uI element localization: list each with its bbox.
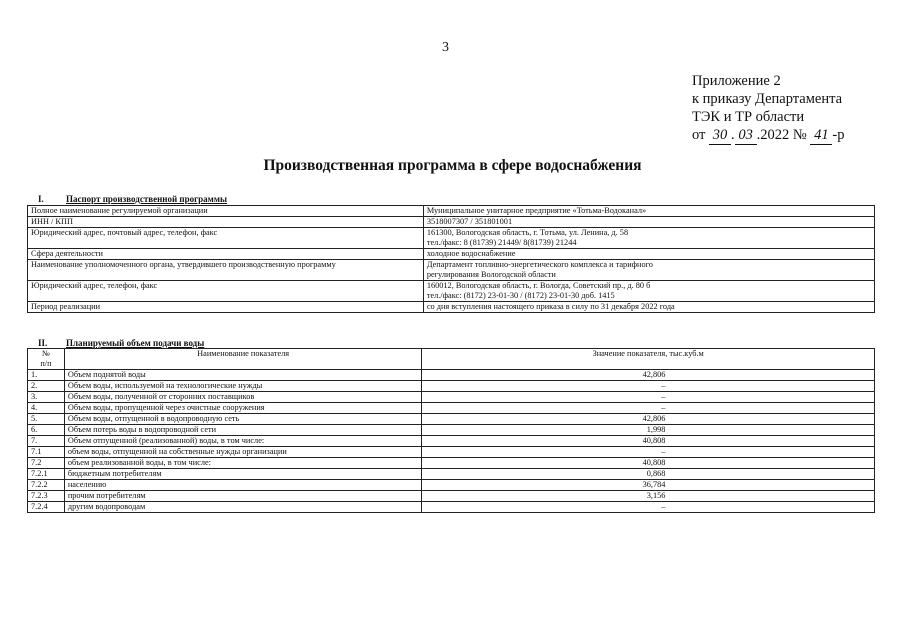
appendix-line3: ТЭК и ТР области: [692, 109, 805, 125]
passport-label: Юридический адрес, почтовый адрес, телефон, факс: [28, 228, 424, 249]
passport-label: Период реализации: [28, 302, 424, 313]
passport-value-line1: 3518007307 / 351801001: [426, 217, 513, 226]
header-no-line2: п/п: [40, 359, 52, 368]
header-value: Значение показателя, тыс.куб.м: [422, 349, 875, 370]
passport-value-line1: 161300, Вологодская область, г. Тотьма, ул. Ленина, д. 58: [426, 228, 629, 237]
section2-title: Планируемый объем подачи воды: [66, 338, 205, 348]
appendix-line1: Приложение 2: [692, 73, 781, 89]
passport-value: [423, 228, 874, 249]
table-row: [28, 370, 875, 381]
passport-label: Юридический адрес, телефон, факс: [28, 281, 424, 302]
passport-value: [423, 302, 874, 313]
order-suffix: -р: [832, 127, 845, 143]
table-row: [28, 458, 875, 469]
indicator-value-cell: [422, 370, 875, 381]
row-number: 6.: [28, 425, 65, 436]
date-day: 30: [709, 126, 731, 145]
row-number: 7.1: [28, 447, 65, 458]
indicator-value: –: [661, 381, 666, 390]
table-row: [28, 414, 875, 425]
table-row: [28, 206, 875, 217]
passport-table: [27, 205, 875, 313]
row-number: 7.: [28, 436, 65, 447]
table-row: [28, 302, 875, 313]
passport-label: Сфера деятельности: [28, 249, 424, 260]
table-row: [28, 403, 875, 414]
indicator-name: Объем поднятой воды: [64, 370, 422, 381]
indicator-value: –: [661, 447, 666, 456]
page-title: Производственная программа в сфере водоснабжения: [263, 157, 642, 174]
passport-value: [423, 206, 874, 217]
passport-value-line1: 160012, Вологодская область, г. Вологда, Советский пр., д. 80 б: [426, 281, 651, 290]
order-number: 41: [810, 126, 832, 145]
passport-value: [423, 249, 874, 260]
row-number: 4.: [28, 403, 65, 414]
appendix-block: [692, 72, 844, 145]
table-row: [28, 436, 875, 447]
indicator-value-cell: [422, 436, 875, 447]
passport-label: Полное наименование регулируемой организации: [28, 206, 424, 217]
indicator-value-cell: [422, 469, 875, 480]
indicator-name: прочим потребителям: [64, 491, 422, 502]
indicator-value: –: [661, 403, 666, 412]
table-row: [28, 447, 875, 458]
indicator-value: –: [661, 502, 666, 511]
indicator-value: 36,784: [642, 480, 666, 489]
row-number: 5.: [28, 414, 65, 425]
indicator-name: объем реализованной воды, в том числе:: [64, 458, 422, 469]
indicator-value: 40,808: [642, 436, 666, 445]
passport-value: [423, 217, 874, 228]
indicator-value-cell: [422, 381, 875, 392]
indicator-name: объем воды, отпущенной на собственные нужды организации: [64, 447, 422, 458]
section2-number: II.: [38, 338, 48, 348]
row-number: 7.2: [28, 458, 65, 469]
passport-value-line1: Муниципальное унитарное предприятие «Тотьма-Водоканал»: [426, 206, 647, 215]
header-name: Наименование показателя: [64, 349, 422, 370]
indicator-name: бюджетным потребителям: [64, 469, 422, 480]
passport-value-line1: Департамент топливно-энергетического комплекса и тарифного: [426, 260, 653, 269]
indicator-value-cell: [422, 414, 875, 425]
indicator-value: 3,156: [646, 491, 666, 500]
passport-label: Наименование уполномоченного органа, утвердившего производственную программу: [28, 260, 424, 281]
table-row: [28, 502, 875, 513]
table-row: [28, 228, 875, 249]
header-no-line1: №: [41, 349, 50, 358]
row-number: 7.2.4: [28, 502, 65, 513]
table-row: [28, 480, 875, 491]
passport-value-line1: холодное водоснабжение: [426, 249, 516, 258]
indicator-value-cell: [422, 458, 875, 469]
table-header-row: [28, 349, 875, 370]
row-number: 3.: [28, 392, 65, 403]
indicator-value: 0,868: [646, 469, 666, 478]
row-number: 7.2.2: [28, 480, 65, 491]
date-month: 03: [735, 126, 757, 145]
row-number: 7.2.3: [28, 491, 65, 502]
appendix-date-line: от 30 . 03 .2022 № 41 -р: [692, 127, 845, 143]
table-row: [28, 381, 875, 392]
passport-value: [423, 260, 874, 281]
indicator-value: 40,808: [642, 458, 666, 467]
indicator-name: Объем воды, пропущенной через очистные сооружения: [64, 403, 422, 414]
passport-value: [423, 281, 874, 302]
water-volume-table: [27, 348, 875, 513]
table-row: [28, 217, 875, 228]
indicator-name: Объем потерь воды в водопроводной сети: [64, 425, 422, 436]
indicator-value-cell: [422, 425, 875, 436]
indicator-value-cell: [422, 491, 875, 502]
indicator-value-cell: [422, 403, 875, 414]
table-row: [28, 260, 875, 281]
indicator-name: Объем воды, отпущенной в водопроводную сеть: [64, 414, 422, 425]
table-row: [28, 491, 875, 502]
indicator-name: Объем воды, используемой на технологические нужды: [64, 381, 422, 392]
passport-value-line1: со дня вступления настоящего приказа в силу по 31 декабря 2022 года: [426, 302, 675, 311]
row-number: 2.: [28, 381, 65, 392]
table-row: [28, 469, 875, 480]
indicator-name: другим водопроводам: [64, 502, 422, 513]
table-row: [28, 249, 875, 260]
section1-number: I.: [38, 194, 44, 204]
passport-label: ИНН / КПП: [28, 217, 424, 228]
date-year: .2022 №: [756, 127, 807, 143]
section1-heading: [38, 194, 227, 204]
indicator-value-cell: [422, 392, 875, 403]
indicator-value: 1,998: [646, 425, 666, 434]
indicator-value-cell: [422, 447, 875, 458]
indicator-value-cell: [422, 502, 875, 513]
page-number: 3: [442, 40, 449, 55]
table-row: [28, 392, 875, 403]
table-row: [28, 281, 875, 302]
passport-value-line2: тел./факс: (8172) 23-01-30 / (8172) 23-01-30 доб. 1415: [426, 291, 615, 300]
passport-value-line2: тел./факс: 8 (81739) 21449/ 8(81739) 21244: [426, 238, 577, 247]
section2-heading: [38, 338, 204, 348]
appendix-line2: к приказу Департамента: [692, 91, 843, 107]
indicator-name: Объем воды, полученной от сторонних поставщиков: [64, 392, 422, 403]
passport-value-line2: регулирования Вологодской области: [426, 270, 556, 279]
indicator-value: –: [661, 392, 666, 401]
indicator-name: Объем отпущенной (реализованной) воды, в том числе:: [64, 436, 422, 447]
indicator-value: 42,806: [642, 414, 666, 423]
section1-title: Паспорт производственной программы: [66, 194, 227, 204]
indicator-name: населению: [64, 480, 422, 491]
row-number: 1.: [28, 370, 65, 381]
row-number: 7.2.1: [28, 469, 65, 480]
indicator-value: 42,806: [642, 370, 666, 379]
header-no: [28, 349, 65, 370]
table-row: [28, 425, 875, 436]
indicator-value-cell: [422, 480, 875, 491]
date-prefix: от: [692, 127, 706, 143]
